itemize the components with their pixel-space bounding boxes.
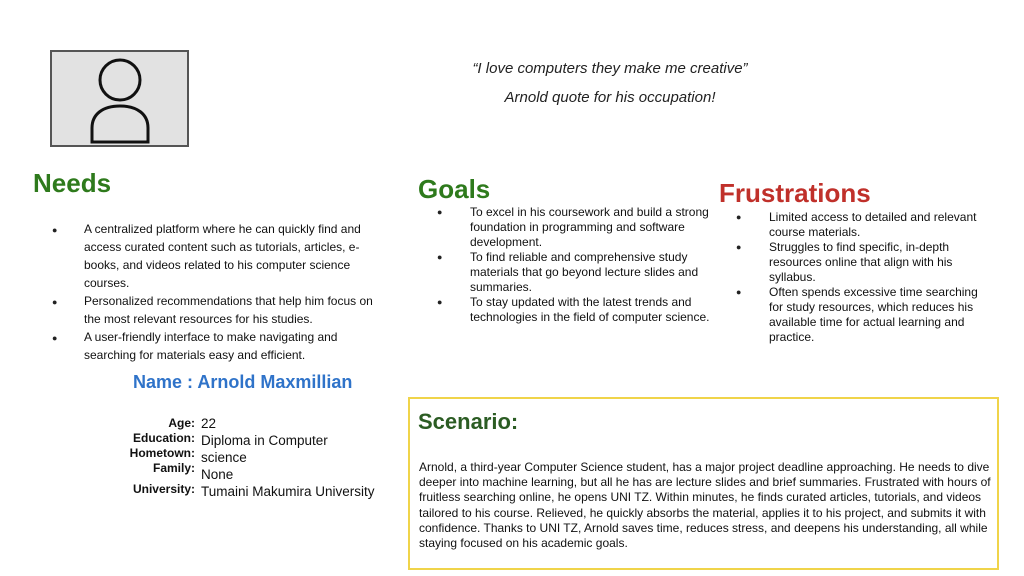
university-label: University:: [132, 482, 195, 496]
university-value: Tumaini Makumira University: [201, 484, 375, 499]
education-label: Education:: [133, 431, 195, 445]
list-item: ● To stay updated with the latest trends and technologies in the field of computer science.: [437, 295, 727, 325]
goals-list: [437, 205, 727, 325]
persona-quote: “I love computers they make me creative”: [472, 60, 748, 77]
age-label: Age:: [168, 416, 195, 430]
needs-heading: Needs: [33, 168, 112, 198]
needs-list: [52, 220, 392, 364]
goals-heading: Goals: [418, 174, 491, 204]
list-item: ● A user-friendly interface to make navigating and searching for materials easy and efficient.: [52, 328, 392, 364]
user-icon: [89, 56, 151, 144]
list-item: ● Personalized recommendations that help him focus on the most relevant resources for his studies.: [52, 292, 392, 328]
family-label: Family:: [152, 461, 195, 475]
list-item: ● Often spends excessive time searching for study resources, which reduces his available time for actual learning and practice.: [736, 285, 986, 345]
age-value: 22: [201, 416, 217, 431]
list-item: ● To excel in his coursework and build a strong foundation in programming and software development.: [437, 205, 727, 250]
hometown-label: Hometown:: [129, 446, 195, 460]
education-value-cont: science: [201, 450, 247, 465]
list-item: ● Limited access to detailed and relevant course materials.: [736, 210, 986, 240]
list-item: ● To find reliable and comprehensive study materials that go beyond lecture slides and summaries.: [437, 250, 727, 295]
list-item: ● Struggles to find specific, in-depth resources online that align with his syllabus.: [736, 240, 986, 285]
education-value: Diploma in Computer: [201, 433, 328, 448]
list-item: ● A centralized platform where he can quickly find and access curated content such as tutorials, articles, e-books, and videos related to his computer science courses.: [52, 220, 392, 292]
scenario-text: Arnold, a third-year Computer Science student, has a major project deadline approaching. He needs to dive deeper into machine learning, but all he has are lecture slides and brief summaries. Frustrated with hours of fruitless searching online, he opens UNI TZ. Within minutes, he finds curated articles, tutorials, and videos tailored to his course. Relieved, he quickly absorbs the material, applies it to his project, and submits it with confidence. Thanks to UNI TZ, Arnold saves time, reduces stress, and deepens his understanding, all while staying focused on his academic goals.: [419, 460, 991, 551]
frustrations-list: [736, 210, 986, 345]
persona-name: Name : Arnold Maxmillian: [133, 372, 353, 392]
quote-caption: Arnold quote for his occupation!: [504, 89, 716, 106]
scenario-heading: Scenario:: [418, 409, 519, 434]
family-value: None: [201, 467, 234, 482]
avatar: [50, 50, 189, 147]
frustrations-heading: Frustrations: [719, 178, 871, 208]
